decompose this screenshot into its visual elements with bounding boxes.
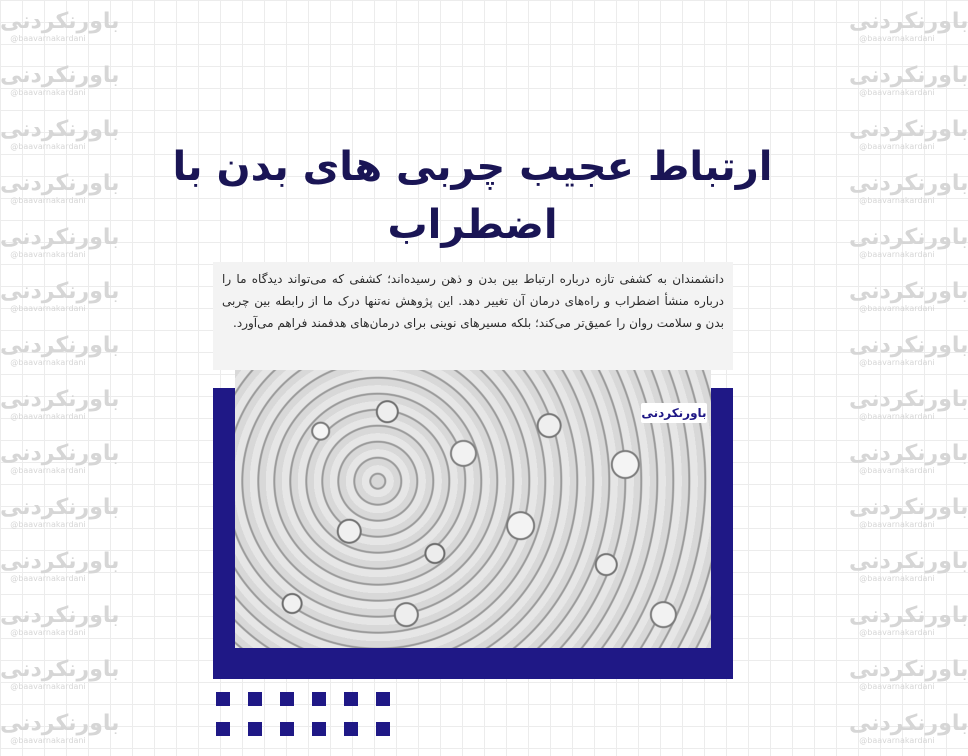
decorative-dot	[216, 692, 230, 706]
watermark-handle: @baavarnakardani	[10, 682, 86, 691]
watermark-logo	[849, 117, 968, 152]
watermark-logo	[0, 711, 120, 746]
watermark-handle: @baavarnakardani	[859, 88, 935, 97]
watermark-logo-text: باورنکردنی	[0, 333, 120, 358]
watermark-handle: @baavarnakardani	[10, 250, 86, 259]
watermark-logo-text: باورنکردنی	[849, 603, 968, 628]
decorative-dot	[280, 692, 294, 706]
watermark-logo-text: باورنکردنی	[849, 225, 968, 250]
watermark-logo	[849, 63, 968, 98]
watermark-logo	[0, 117, 120, 152]
watermark-handle: @baavarnakardani	[859, 682, 935, 691]
decorative-dot	[376, 722, 390, 736]
watermark-logo	[849, 333, 968, 368]
watermark-handle: @baavarnakardani	[859, 736, 935, 745]
watermark-logo-text: باورنکردنی	[0, 117, 120, 142]
watermark-handle: @baavarnakardani	[10, 412, 86, 421]
watermark-handle: @baavarnakardani	[10, 466, 86, 475]
watermark-handle: @baavarnakardani	[10, 574, 86, 583]
watermark-logo	[0, 495, 120, 530]
decorative-dot	[248, 692, 262, 706]
watermark-handle: @baavarnakardani	[859, 466, 935, 475]
watermark-handle: @baavarnakardani	[10, 142, 86, 151]
watermark-logo-text: باورنکردنی	[0, 549, 120, 574]
watermark-logo	[849, 225, 968, 260]
decorative-dot	[280, 722, 294, 736]
watermark-logo-text: باورنکردنی	[849, 333, 968, 358]
decorative-dot	[344, 692, 358, 706]
watermark-logo-text: باورنکردنی	[849, 171, 968, 196]
watermark-logo	[849, 495, 968, 530]
watermark-handle: @baavarnakardani	[859, 574, 935, 583]
watermark-logo	[849, 549, 968, 584]
watermark-logo-text: باورنکردنی	[849, 711, 968, 736]
watermark-logo	[0, 441, 120, 476]
watermark-column-right	[849, 0, 968, 756]
watermark-handle: @baavarnakardani	[10, 304, 86, 313]
title-line-1: ارتباط عجیب چربی های بدن با	[172, 144, 773, 190]
watermark-handle: @baavarnakardani	[10, 736, 86, 745]
watermark-logo	[0, 171, 120, 206]
watermark-logo	[0, 63, 120, 98]
watermark-logo	[849, 441, 968, 476]
watermark-handle: @baavarnakardani	[859, 196, 935, 205]
watermark-handle: @baavarnakardani	[10, 628, 86, 637]
watermark-handle: @baavarnakardani	[859, 520, 935, 529]
watermark-logo-text: باورنکردنی	[0, 657, 120, 682]
decorative-dot	[376, 692, 390, 706]
watermark-logo-text: باورنکردنی	[0, 711, 120, 736]
watermark-logo	[849, 711, 968, 746]
watermark-logo-text: باورنکردنی	[849, 549, 968, 574]
title-line-2: اضطراب	[387, 202, 558, 248]
watermark-logo	[0, 225, 120, 260]
watermark-logo-text: باورنکردنی	[849, 117, 968, 142]
watermark-handle: @baavarnakardani	[859, 412, 935, 421]
intro-paragraph: دانشمندان به کشفی تازه درباره ارتباط بین بدن و ذهن رسیده‌اند؛ کشفی که می‌تواند دیدگاه ما را درباره منشأ اضطراب و راه‌های درمان آن تغییر دهد. این پژوهش نه‌تنها درک ما از رابطه بین چربی بدن و سلامت روان را عمیق‌تر می‌کند؛ بلکه مسیرهای نوینی برای درمان‌های هدفمند فراهم می‌آورد.	[222, 272, 724, 330]
watermark-logo	[849, 171, 968, 206]
fat-tissue-photo	[235, 370, 711, 648]
watermark-handle: @baavarnakardani	[10, 34, 86, 43]
decorative-dot-grid	[216, 692, 396, 742]
watermark-logo-text: باورنکردنی	[0, 441, 120, 466]
watermark-logo-text: باورنکردنی	[0, 387, 120, 412]
watermark-logo	[0, 333, 120, 368]
watermark-logo-text: باورنکردنی	[0, 63, 120, 88]
watermark-logo-text: باورنکردنی	[0, 171, 120, 196]
watermark-column-left	[0, 0, 120, 756]
watermark-logo-text: باورنکردنی	[0, 279, 120, 304]
watermark-logo	[0, 9, 120, 44]
watermark-handle: @baavarnakardani	[859, 250, 935, 259]
watermark-logo-text: باورنکردنی	[849, 657, 968, 682]
watermark-logo-text: باورنکردنی	[849, 387, 968, 412]
watermark-handle: @baavarnakardani	[859, 34, 935, 43]
watermark-logo	[849, 387, 968, 422]
watermark-handle: @baavarnakardani	[859, 142, 935, 151]
watermark-handle: @baavarnakardani	[859, 628, 935, 637]
decorative-dot	[248, 722, 262, 736]
watermark-logo	[0, 549, 120, 584]
watermark-logo	[0, 387, 120, 422]
page-title	[160, 138, 785, 254]
watermark-logo-text: باورنکردنی	[0, 225, 120, 250]
decorative-dot	[312, 692, 326, 706]
watermark-logo-text: باورنکردنی	[849, 9, 968, 34]
decorative-dot	[344, 722, 358, 736]
watermark-logo	[849, 657, 968, 692]
watermark-handle: @baavarnakardani	[10, 520, 86, 529]
watermark-logo	[0, 657, 120, 692]
watermark-logo-text: باورنکردنی	[0, 603, 120, 628]
watermark-handle: @baavarnakardani	[10, 358, 86, 367]
photo-brand-logo: باورنکردنی	[641, 403, 707, 423]
watermark-handle: @baavarnakardani	[10, 88, 86, 97]
watermark-logo-text: باورنکردنی	[849, 441, 968, 466]
watermark-logo-text: باورنکردنی	[849, 63, 968, 88]
decorative-dot	[216, 722, 230, 736]
decorative-dot	[312, 722, 326, 736]
watermark-logo	[0, 279, 120, 314]
watermark-logo-text: باورنکردنی	[0, 495, 120, 520]
watermark-logo-text: باورنکردنی	[849, 495, 968, 520]
watermark-handle: @baavarnakardani	[859, 358, 935, 367]
watermark-logo	[849, 9, 968, 44]
watermark-logo	[849, 279, 968, 314]
watermark-handle: @baavarnakardani	[10, 196, 86, 205]
watermark-handle: @baavarnakardani	[859, 304, 935, 313]
watermark-logo-text: باورنکردنی	[0, 9, 120, 34]
watermark-logo-text: باورنکردنی	[849, 279, 968, 304]
watermark-logo	[849, 603, 968, 638]
watermark-logo	[0, 603, 120, 638]
